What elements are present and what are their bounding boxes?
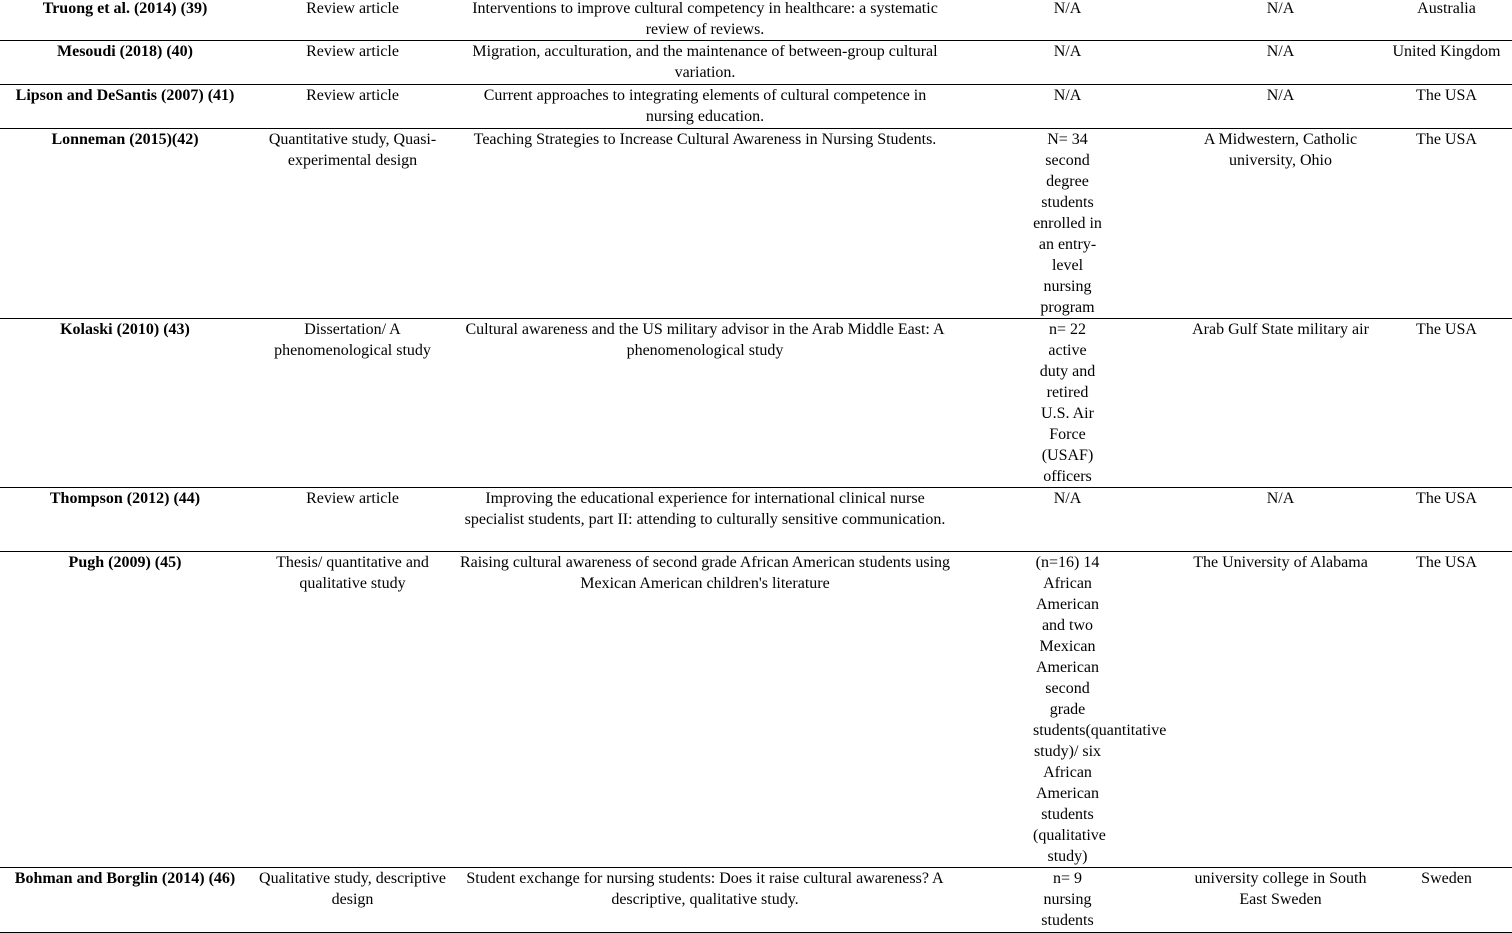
- setting-cell: N/A: [1180, 0, 1381, 41]
- country-cell: The USA: [1381, 488, 1512, 552]
- setting-cell: university college in South East Sweden: [1180, 868, 1381, 933]
- title-cell: Current approaches to integrating elements of cultural competence in nursing education.: [455, 85, 955, 129]
- table-row: [0, 41, 1512, 85]
- country-cell: The USA: [1381, 129, 1512, 319]
- country-cell: The USA: [1381, 552, 1512, 868]
- country-cell: Sweden: [1381, 868, 1512, 933]
- design-cell: Qualitative study, descriptive design: [250, 868, 455, 933]
- setting-cell: N/A: [1180, 488, 1381, 552]
- population-cell: N= 34 second degree students enrolled in an entry-level nursing program: [955, 129, 1180, 319]
- design-cell: Review article: [250, 0, 455, 41]
- table-row: [0, 129, 1512, 319]
- population-cell: n= 9 nursing students: [955, 868, 1180, 933]
- country-cell: Australia: [1381, 0, 1512, 41]
- population-cell: N/A: [955, 0, 1180, 41]
- design-cell: Dissertation/ A phenomenological study: [250, 319, 455, 488]
- population-cell: N/A: [955, 85, 1180, 129]
- author-cell: Bohman and Borglin (2014) (46): [0, 868, 250, 933]
- title-cell: Interventions to improve cultural competency in healthcare: a systematic review of reviews.: [455, 0, 955, 41]
- author-cell: Pugh (2009) (45): [0, 552, 250, 868]
- design-cell: Quantitative study, Quasi-experimental design: [250, 129, 455, 319]
- country-cell: The USA: [1381, 319, 1512, 488]
- author-cell: Mesoudi (2018) (40): [0, 41, 250, 85]
- table-row: [0, 0, 1512, 41]
- design-cell: Review article: [250, 85, 455, 129]
- population-cell: (n=16) 14 African American and two Mexican American second grade students(quantitative study)/ six African American students (qualitative study): [955, 552, 1180, 868]
- title-cell: Teaching Strategies to Increase Cultural Awareness in Nursing Students.: [455, 129, 955, 319]
- title-cell: Student exchange for nursing students: Does it raise cultural awareness? A descriptive, qualitative study.: [455, 868, 955, 933]
- title-cell: Migration, acculturation, and the maintenance of between-group cultural variation.: [455, 41, 955, 85]
- setting-cell: The University of Alabama: [1180, 552, 1381, 868]
- country-cell: The USA: [1381, 85, 1512, 129]
- design-cell: Thesis/ quantitative and qualitative study: [250, 552, 455, 868]
- table-row: [0, 868, 1512, 933]
- country-cell: United Kingdom: [1381, 41, 1512, 85]
- table-row: [0, 552, 1512, 868]
- table-row: [0, 85, 1512, 129]
- design-cell: Review article: [250, 41, 455, 85]
- population-cell: n= 22 active duty and retired U.S. Air Force (USAF) officers: [955, 319, 1180, 488]
- title-cell: Cultural awareness and the US military advisor in the Arab Middle East: A phenomenological study: [455, 319, 955, 488]
- table-row: [0, 488, 1512, 552]
- author-cell: Lipson and DeSantis (2007) (41): [0, 85, 250, 129]
- author-cell: Truong et al. (2014) (39): [0, 0, 250, 41]
- design-cell: Review article: [250, 488, 455, 552]
- setting-cell: N/A: [1180, 41, 1381, 85]
- setting-cell: A Midwestern, Catholic university, Ohio: [1180, 129, 1381, 319]
- author-cell: Thompson (2012) (44): [0, 488, 250, 552]
- setting-cell: N/A: [1180, 85, 1381, 129]
- population-cell: N/A: [955, 488, 1180, 552]
- setting-cell: Arab Gulf State military air: [1180, 319, 1381, 488]
- population-cell: N/A: [955, 41, 1180, 85]
- author-cell: Kolaski (2010) (43): [0, 319, 250, 488]
- table-row: [0, 319, 1512, 488]
- title-cell: Raising cultural awareness of second grade African American students using Mexican American children's literature: [455, 552, 955, 868]
- author-cell: Lonneman (2015)(42): [0, 129, 250, 319]
- title-cell: Improving the educational experience for international clinical nurse specialist students, part II: attending to culturally sensitive communication.: [455, 488, 955, 552]
